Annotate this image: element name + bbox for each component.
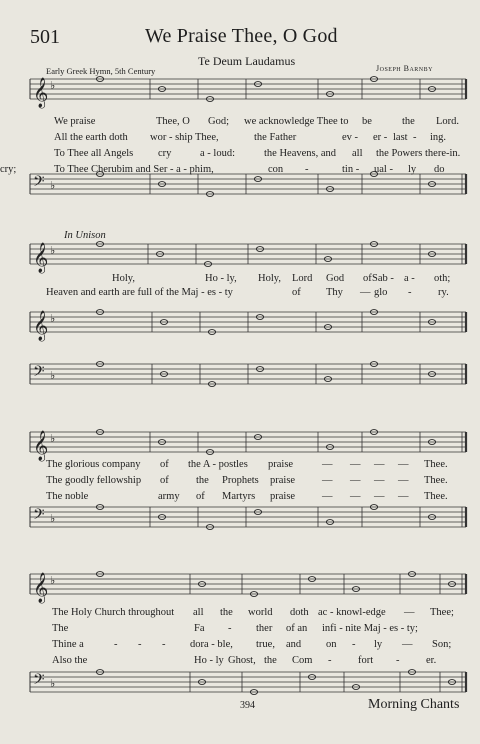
lyric-syllable: praise bbox=[270, 475, 296, 486]
lyric-syllable: - bbox=[305, 164, 309, 175]
lyric-syllable: ev - bbox=[342, 132, 359, 143]
section-title: Morning Chants bbox=[368, 697, 460, 712]
flat-key-signature-icon: ♭ bbox=[50, 513, 56, 525]
lyric-syllable: - bbox=[114, 639, 118, 650]
lyric-syllable: the Father bbox=[254, 132, 297, 143]
lyric-syllable: The Holy Church throughout bbox=[52, 607, 175, 618]
lyric-syllable: doth bbox=[290, 607, 309, 618]
lyric-syllable: fort bbox=[358, 655, 374, 666]
lyric-syllable: The bbox=[52, 623, 69, 634]
lyric-syllable: — bbox=[322, 491, 333, 502]
hymn-number: 501 bbox=[30, 26, 60, 48]
lyric-syllable: a - loud: bbox=[200, 148, 235, 159]
lyric-syllable: cry bbox=[158, 148, 172, 159]
lyric-syllable: of bbox=[160, 459, 169, 470]
staff-system-1-bass bbox=[0, 170, 480, 204]
lyric-syllable: ly bbox=[408, 164, 417, 175]
bass-clef-icon: 𝄢 bbox=[33, 363, 45, 384]
hymn-source: Early Greek Hymn, 5th Century bbox=[46, 66, 156, 76]
lyric-syllable: ther bbox=[256, 623, 273, 634]
treble-clef-icon: 𝄞 bbox=[33, 431, 49, 461]
lyric-syllable: Ho - ly, bbox=[205, 273, 237, 284]
bass-clef-icon: 𝄢 bbox=[33, 506, 45, 527]
treble-clef-icon: 𝄞 bbox=[33, 243, 49, 273]
lyric-syllable: - bbox=[408, 287, 412, 298]
lyric-syllable: Ho - ly bbox=[194, 655, 224, 666]
lyric-syllable: — bbox=[350, 491, 361, 502]
lyric-syllable: ry. bbox=[438, 287, 449, 298]
lyric-syllable: ing. bbox=[430, 132, 447, 143]
treble-clef-icon: 𝄞 bbox=[33, 311, 49, 341]
lyric-syllable: The noble bbox=[46, 491, 89, 502]
lyric-syllable: praise bbox=[270, 491, 296, 502]
lyric-syllable: — bbox=[404, 607, 415, 618]
lyric-syllable: God bbox=[326, 273, 345, 284]
lyric-syllable: and bbox=[286, 639, 302, 650]
lyric-syllable: ual - bbox=[374, 164, 393, 175]
lyric-syllable: - bbox=[162, 639, 166, 650]
hymn-title: We Praise Thee, O God bbox=[145, 25, 338, 47]
page-number: 394 bbox=[240, 700, 255, 711]
staff-system-4-treble bbox=[0, 570, 480, 604]
lyric-syllable: Thee. bbox=[424, 491, 448, 502]
lyric-syllable: er - bbox=[373, 132, 388, 143]
lyric-syllable: Fa bbox=[194, 623, 205, 634]
hymn-subtitle: Te Deum Laudamus bbox=[198, 54, 296, 68]
lyric-syllable: Thee; bbox=[430, 607, 454, 618]
lyric-syllable: All the earth doth bbox=[54, 132, 128, 143]
lyric-syllable: - bbox=[396, 655, 400, 666]
lyric-syllable: Lord. bbox=[436, 116, 460, 127]
lyric-syllable: er. bbox=[426, 655, 437, 666]
lyric-syllable: of bbox=[363, 273, 372, 284]
lyric-syllable: Heaven and earth are full of the Maj - es - ty bbox=[46, 287, 233, 298]
lyric-syllable: praise bbox=[268, 459, 294, 470]
lyric-syllable: ac - knowl-edge bbox=[318, 607, 386, 618]
lyric-syllable: cry; bbox=[0, 164, 17, 175]
lyric-syllable: Ghost, bbox=[228, 655, 256, 666]
lyric-syllable: — bbox=[322, 475, 333, 486]
flat-key-signature-icon: ♭ bbox=[50, 80, 56, 92]
flat-key-signature-icon: ♭ bbox=[50, 313, 56, 325]
lyric-syllable: the Powers there-in. bbox=[376, 148, 461, 159]
lyric-syllable: of bbox=[160, 475, 169, 486]
lyric-syllable: the A - postles bbox=[188, 459, 248, 470]
lyric-syllable: dora - ble, bbox=[190, 639, 233, 650]
lyric-syllable: of bbox=[196, 491, 205, 502]
staff-system-3-treble bbox=[0, 428, 480, 462]
lyric-syllable: — bbox=[374, 475, 385, 486]
lyric-syllable: the bbox=[264, 655, 277, 666]
lyric-syllable: con bbox=[268, 164, 284, 175]
lyric-syllable: Lord bbox=[292, 273, 313, 284]
lyric-syllable: — bbox=[398, 475, 409, 486]
lyric-syllable: Holy, bbox=[112, 273, 135, 284]
lyric-syllable: To Thee all Angels bbox=[54, 148, 134, 159]
lyric-syllable: ly bbox=[374, 639, 383, 650]
lyric-syllable: We praise bbox=[54, 116, 96, 127]
bass-clef-icon: 𝄢 bbox=[33, 173, 45, 194]
staff-system-3-bass bbox=[0, 503, 480, 537]
lyric-syllable: be bbox=[362, 116, 372, 127]
treble-clef-icon: 𝄞 bbox=[33, 78, 49, 108]
lyric-syllable: do bbox=[434, 164, 445, 175]
lyric-syllable: Prophets bbox=[222, 475, 259, 486]
lyric-syllable: — bbox=[398, 459, 409, 470]
lyric-syllable: - bbox=[352, 639, 356, 650]
lyric-syllable: The goodly fellowship bbox=[46, 475, 142, 486]
lyric-syllable: Thee, O bbox=[156, 116, 190, 127]
lyric-syllable: Martyrs bbox=[222, 491, 256, 502]
lyric-syllable: Sab - bbox=[372, 273, 394, 284]
lyric-syllable: Thy bbox=[326, 287, 343, 298]
staff-system-2-bass bbox=[0, 360, 480, 394]
lyric-syllable: - bbox=[228, 623, 232, 634]
lyric-syllable: — bbox=[350, 459, 361, 470]
lyric-syllable: glo bbox=[374, 287, 388, 298]
lyric-syllable: Thee. bbox=[424, 459, 448, 470]
staff-system-1-treble bbox=[0, 75, 480, 109]
lyric-syllable: — bbox=[322, 459, 333, 470]
lyric-syllable: Thine a bbox=[52, 639, 84, 650]
lyric-syllable: The glorious company bbox=[46, 459, 141, 470]
lyric-syllable: world bbox=[248, 607, 273, 618]
staff-system-2-melody bbox=[0, 240, 480, 274]
lyric-syllable: — bbox=[398, 491, 409, 502]
lyric-syllable: Thee. bbox=[424, 475, 448, 486]
flat-key-signature-icon: ♭ bbox=[50, 433, 56, 445]
lyric-syllable: — bbox=[402, 639, 413, 650]
lyric-syllable: we acknowledge Thee to bbox=[244, 116, 349, 127]
hymn-composer: Joseph Barnby bbox=[376, 64, 433, 73]
lyric-syllable: true, bbox=[256, 639, 275, 650]
lyric-syllable: the bbox=[220, 607, 233, 618]
lyric-syllable: Son; bbox=[432, 639, 452, 650]
lyric-syllable: Holy, bbox=[258, 273, 281, 284]
lyric-syllable: the Heavens, and bbox=[264, 148, 337, 159]
flat-key-signature-icon: ♭ bbox=[50, 245, 56, 257]
lyric-syllable: God; bbox=[208, 116, 229, 127]
flat-key-signature-icon: ♭ bbox=[50, 678, 56, 690]
lyric-syllable: — bbox=[374, 491, 385, 502]
lyric-syllable: — bbox=[360, 287, 371, 298]
lyric-syllable: all bbox=[193, 607, 204, 618]
lyric-syllable: wor - ship Thee, bbox=[150, 132, 219, 143]
lyric-syllable: of an bbox=[286, 623, 308, 634]
lyric-syllable: the bbox=[196, 475, 209, 486]
flat-key-signature-icon: ♭ bbox=[50, 575, 56, 587]
flat-key-signature-icon: ♭ bbox=[50, 180, 56, 192]
lyric-syllable: — bbox=[350, 475, 361, 486]
in-unison-direction: In Unison bbox=[64, 230, 106, 241]
lyric-syllable: on bbox=[326, 639, 337, 650]
lyric-syllable: a - bbox=[404, 273, 415, 284]
lyric-syllable: — bbox=[374, 459, 385, 470]
lyric-syllable: of bbox=[292, 287, 301, 298]
lyric-syllable: all bbox=[352, 148, 363, 159]
flat-key-signature-icon: ♭ bbox=[50, 370, 56, 382]
bass-clef-icon: 𝄢 bbox=[33, 671, 45, 692]
lyric-syllable: tin - bbox=[342, 164, 360, 175]
lyric-syllable: Com bbox=[292, 655, 313, 666]
lyric-syllable: Also the bbox=[52, 655, 88, 666]
lyric-syllable: infi - nite Maj - es - ty; bbox=[322, 623, 418, 634]
staff-system-2-treble bbox=[0, 308, 480, 342]
lyric-syllable: - bbox=[413, 132, 417, 143]
lyric-syllable: last bbox=[393, 132, 408, 143]
lyric-syllable: To Thee Cherubim and Ser - a - phim, bbox=[54, 164, 214, 175]
lyric-syllable: oth; bbox=[434, 273, 451, 284]
lyric-syllable: - bbox=[328, 655, 332, 666]
treble-clef-icon: 𝄞 bbox=[33, 573, 49, 603]
lyric-syllable: - bbox=[138, 639, 142, 650]
lyric-syllable: the bbox=[402, 116, 415, 127]
lyric-syllable: army bbox=[158, 491, 180, 502]
